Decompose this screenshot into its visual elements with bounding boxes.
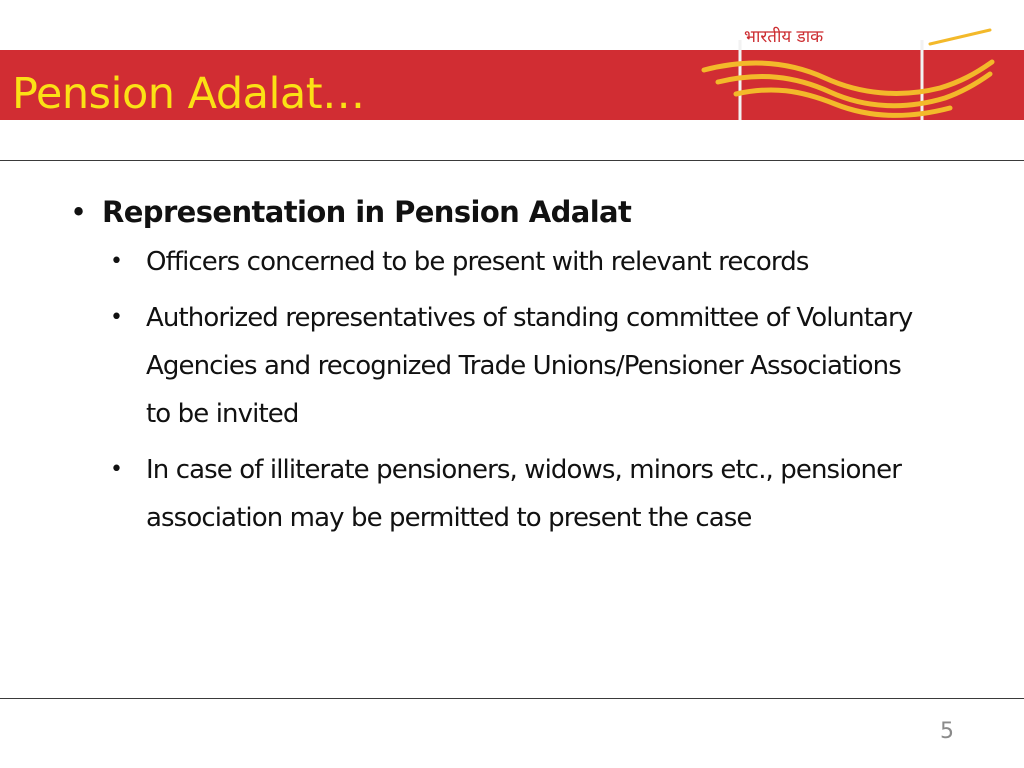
bottom-divider <box>0 698 1024 699</box>
bullet-icon: • <box>110 457 123 482</box>
list-item-text: Officers concerned to be present with relevant records <box>146 247 809 277</box>
bullet-icon: • <box>110 249 123 274</box>
top-divider <box>0 160 1024 161</box>
bullet-icon: • <box>70 195 87 229</box>
heading-item <box>70 188 970 236</box>
sub-bullet-list <box>110 238 970 542</box>
logo-text: भारतीय डाक <box>744 27 824 47</box>
list-item <box>110 294 926 438</box>
list-item-text: Authorized representatives of standing committee of Voluntary Agencies and recognized Trade Unions/Pensioner Associations to be invited <box>146 303 913 429</box>
slide-title: Pension Adalat… <box>12 69 365 119</box>
slide-number: 5 <box>940 719 954 744</box>
slide-body <box>70 188 970 550</box>
bullet-icon: • <box>110 305 123 330</box>
list-item <box>110 238 926 286</box>
heading-text: Representation in Pension Adalat <box>102 195 632 229</box>
list-item-text: In case of illiterate pensioners, widows, minors etc., pensioner association may be permitted to present the case <box>146 455 902 533</box>
list-item <box>110 446 926 542</box>
